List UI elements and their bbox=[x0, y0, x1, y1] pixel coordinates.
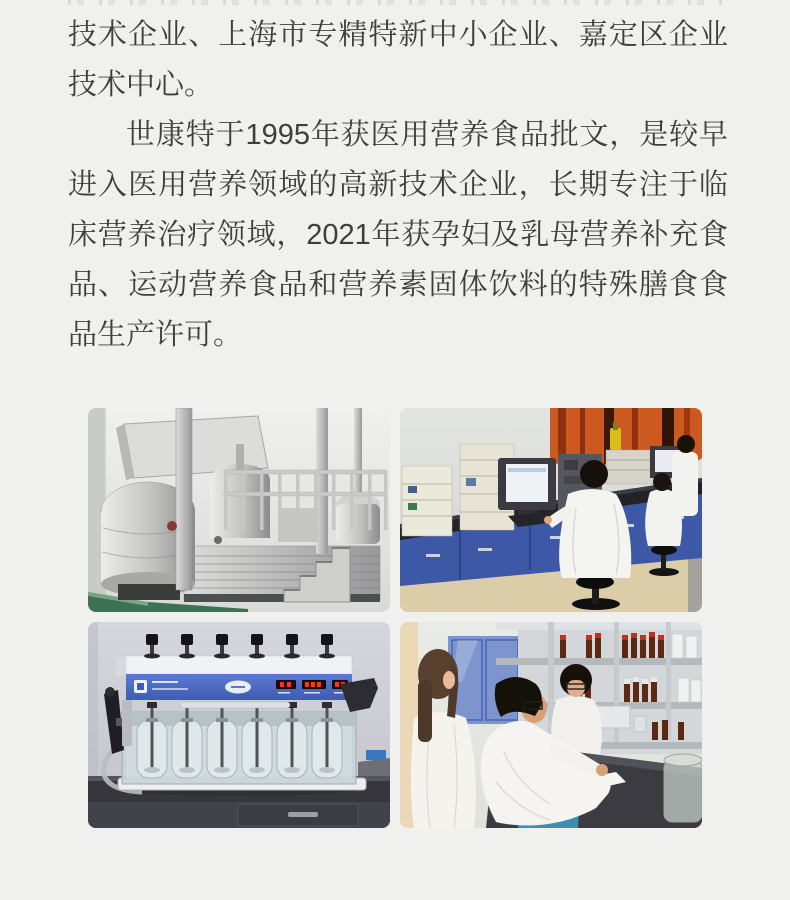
clipped-previous-text-line bbox=[68, 0, 728, 5]
photo-researchers-lab-bench bbox=[400, 622, 702, 828]
photo-production-equipment bbox=[88, 408, 390, 612]
company-profile-text bbox=[68, 10, 728, 360]
production-equipment-illustration bbox=[88, 408, 390, 612]
photo-hplc-lab bbox=[400, 408, 702, 612]
researchers-illustration bbox=[400, 622, 702, 828]
paragraph-honors: 技术企业、上海市专精特新中小企业、嘉定区企业技术中心。 bbox=[68, 19, 728, 101]
photo-dissolution-tester bbox=[88, 622, 390, 828]
hplc-lab-illustration bbox=[400, 408, 702, 612]
paragraph-history: 世康特于1995年获医用营养食品批文，是较早进入医用营养领域的高新技术企业，长期专注于临床营养治疗领域，2021年获孕妇及乳母营养补充食品、运动营养食品和营养素固体饮料的特殊膳食食品生产许可。 bbox=[68, 119, 728, 351]
dissolution-tester-illustration bbox=[88, 622, 390, 828]
